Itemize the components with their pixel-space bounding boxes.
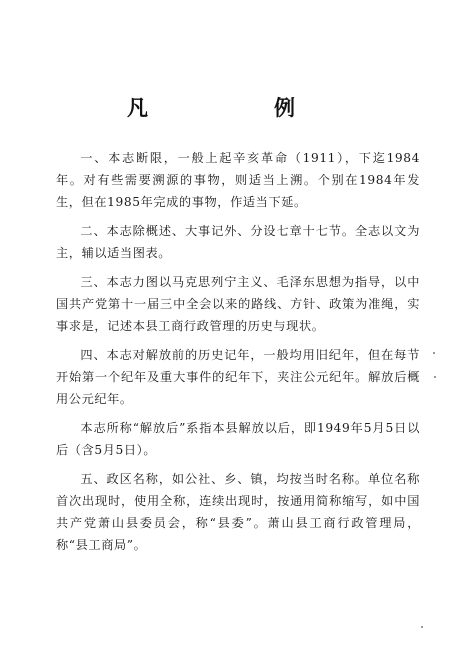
scan-speck [421,626,423,628]
paragraph-5: 本志所称“解放后”系指本县解放以后，即1949年5月5日以后（含5月5日）。 [56,421,420,457]
paragraph-3: 三、本志力图以马克思列宁主义、毛泽东思想为指导，以中国共产党第十一届三中全会以来的路线、方针、政策为准绳，实事求是，记述本县工商行政管理的历史与现状。 [56,275,420,333]
paragraph-4: 四、本志对解放前的历史记年，一般均用旧纪年，但在每节开始第一个纪年及重大事件的纪年下，夹注公元纪年。解放后概用公元纪年。 [56,348,420,406]
paragraph-6: 五、政区名称，如公社、乡、镇，均按当时名称。单位名称首次出现时，使用全称，连续出现时，按通用简称缩写，如中国共产党萧山县委员会，称“县委”。萧山县工商行政管理局，称“县工商局”。 [56,472,420,552]
document-body [56,147,420,563]
scan-speck [434,376,436,378]
paragraph-2: 二、本志除概述、大事记外、分设七章十七节。全志以文为主，辅以适当图表。 [56,224,420,260]
paragraph-1: 一、本志断限，一般上起辛亥革命（1911），下迄1984年。对有些需要溯源的事物，则适当上溯。个别在1984年发生，但在1985年完成的事物，作适当下延。 [56,151,420,209]
scan-speck [433,352,435,354]
page-title: 凡 例 [127,95,323,120]
